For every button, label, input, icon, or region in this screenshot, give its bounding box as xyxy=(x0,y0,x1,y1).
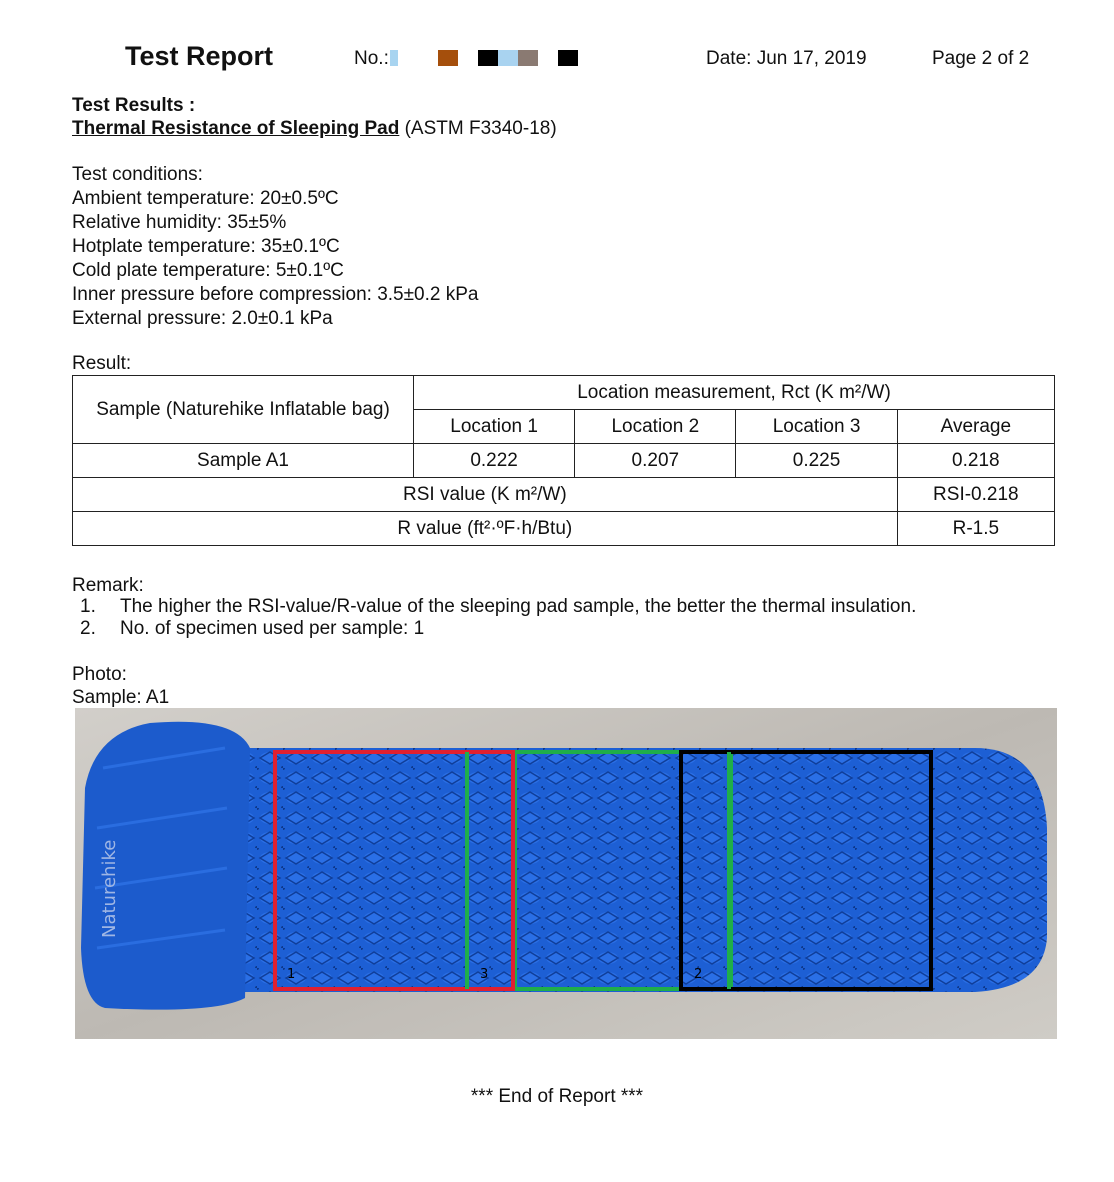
condition-item: Relative humidity: 35±5% xyxy=(72,212,287,233)
list-item xyxy=(80,596,916,618)
value-cell: 0.225 xyxy=(736,444,897,478)
test-name-line xyxy=(72,117,557,141)
column-header-location-3: Location 3 xyxy=(736,410,897,444)
photo-heading: Photo: xyxy=(72,664,127,685)
condition-item: Ambient temperature: 20±0.5ºC xyxy=(72,188,339,209)
sample-name-cell: Sample A1 xyxy=(73,444,414,478)
redaction-block xyxy=(390,50,398,66)
remark-number: 2. xyxy=(80,618,96,639)
column-header-average: Average xyxy=(897,410,1054,444)
remark-number: 1. xyxy=(80,596,96,617)
condition-item: External pressure: 2.0±0.1 kPa xyxy=(72,308,333,329)
sample-column-header: Sample (Naturehike Inflatable bag) xyxy=(73,376,414,444)
location-2-marker: 2 xyxy=(694,967,703,982)
condition-item: Hotplate temperature: 35±0.1ºC xyxy=(72,236,340,257)
remark-heading: Remark: xyxy=(72,575,144,596)
column-header-location-2: Location 2 xyxy=(575,410,736,444)
value-cell: 0.207 xyxy=(575,444,736,478)
conditions-block xyxy=(72,163,478,331)
test-name: Thermal Resistance of Sleeping Pad xyxy=(72,118,400,139)
pad-body xyxy=(225,748,1047,992)
rsi-value-cell: RSI-0.218 xyxy=(897,478,1054,512)
location-measurement-header: Location measurement, Rct (K m²/W) xyxy=(414,376,1055,410)
redaction-block xyxy=(438,50,458,66)
r-value-cell: R-1.5 xyxy=(897,512,1054,546)
conditions-heading: Test conditions: xyxy=(72,164,203,185)
results-heading: Test Results : xyxy=(72,95,196,116)
result-label: Result: xyxy=(72,353,132,374)
brand-logo-text: Naturehike xyxy=(99,839,120,938)
column-header-location-1: Location 1 xyxy=(414,410,575,444)
remark-text: The higher the RSI-value/R-value of the sleeping pad sample, the better the thermal insulation. xyxy=(120,596,917,617)
sleeping-pad-photo xyxy=(75,708,1057,1039)
value-cell: 0.218 xyxy=(897,444,1054,478)
report-date: Date: Jun 17, 2019 xyxy=(706,48,867,69)
list-item xyxy=(80,618,916,640)
table-row xyxy=(73,478,1055,512)
location-3-marker: 3 xyxy=(480,967,489,982)
results-table xyxy=(72,375,1055,546)
table-row xyxy=(73,444,1055,478)
redaction-block xyxy=(478,50,498,66)
redaction-block xyxy=(558,50,578,66)
r-label-cell: R value (ft²·ºF·h/Btu) xyxy=(73,512,898,546)
table-row xyxy=(73,512,1055,546)
photo-sample-label: Sample: A1 xyxy=(72,687,170,708)
remark-list xyxy=(80,596,916,640)
value-cell: 0.222 xyxy=(414,444,575,478)
end-of-report: *** End of Report *** xyxy=(470,1086,644,1107)
condition-item: Inner pressure before compression: 3.5±0.2 kPa xyxy=(72,284,479,305)
location-1-marker: 1 xyxy=(287,967,296,982)
page-number: Page 2 of 2 xyxy=(932,48,1030,69)
redaction-block xyxy=(518,50,538,66)
remark-text: No. of specimen used per sample: 1 xyxy=(120,618,425,639)
report-number-label: No.: xyxy=(354,48,389,69)
test-standard: (ASTM F3340-18) xyxy=(404,118,557,139)
redaction-block xyxy=(498,50,518,66)
report-title: Test Report xyxy=(125,41,274,71)
condition-item: Cold plate temperature: 5±0.1ºC xyxy=(72,260,344,281)
rsi-label-cell: RSI value (K m²/W) xyxy=(73,478,898,512)
